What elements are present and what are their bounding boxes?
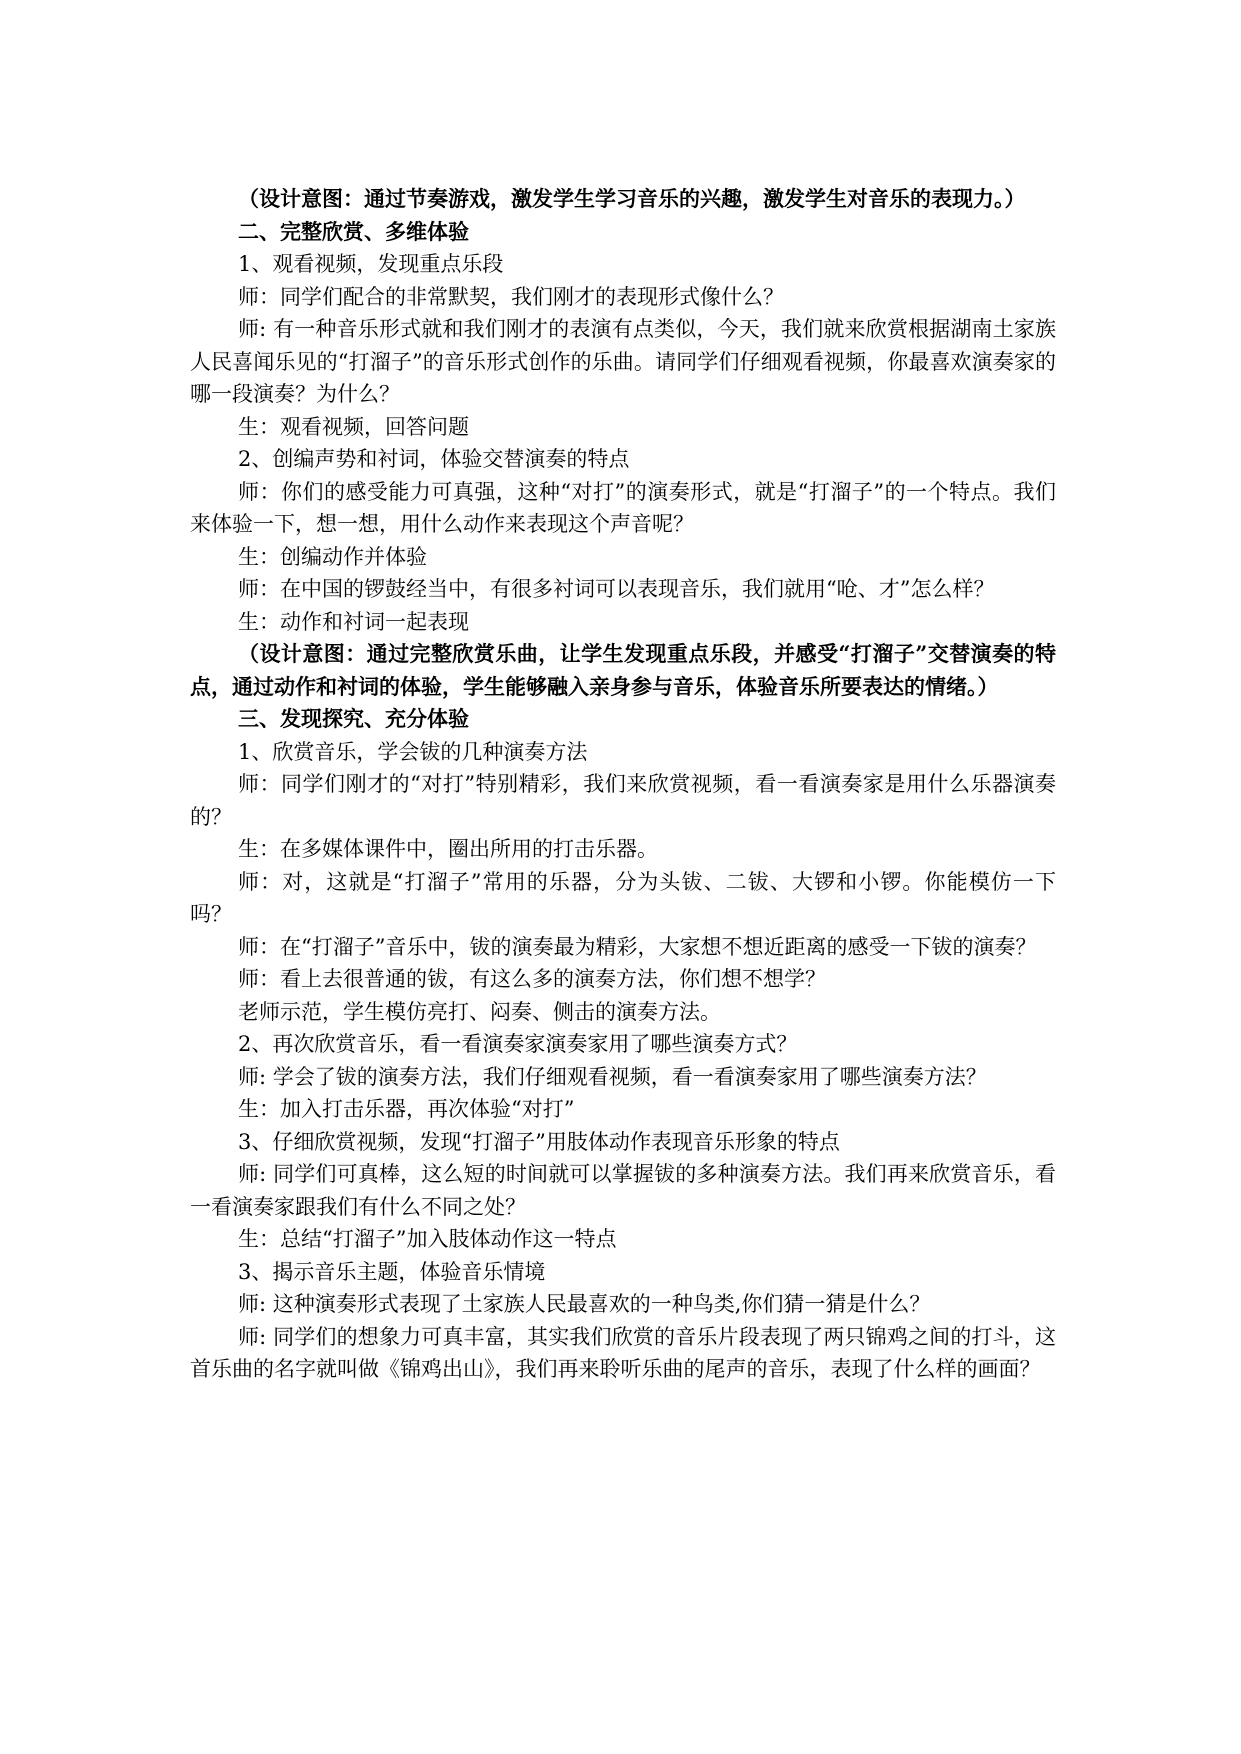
teacher-line: 师：对，这就是“打溜子”常用的乐器，分为头钹、二钹、大锣和小锣。你能模仿一下吗？ [190,869,1056,926]
teacher-line: 师：在中国的锣鼓经当中，有很多衬词可以表现音乐，我们就用“呛、才”怎么样？ [238,577,995,601]
design-intent-paragraph-1: （设计意图：通过节奏游戏，激发学生学习音乐的兴趣，激发学生对音乐的表现力。） [238,186,1026,211]
demonstration-line: 老师示范，学生模仿亮打、闷奏、侧击的演奏方法。 [238,999,721,1024]
step-heading-3-3: 3、仔细欣赏视频，发现“打溜子”用肢体动作表现音乐形象的特点 [238,1129,840,1154]
step-heading-2-1: 1、观看视频，发现重点乐段 [238,252,504,276]
section-heading-2: 二、完整欣赏、多维体验 [238,218,469,244]
teacher-line: 师：同学们刚才的“对打”特别精彩，我们来欣赏视频，看一看演奏家是用什么乐器演奏的？ [190,772,1056,829]
student-line: 生：观看视频，回答问题 [238,414,469,439]
student-line: 生：创编动作并体验 [238,544,427,569]
teacher-line: 师: 学会了钹的演奏方法，我们仔细观看视频，看一看演奏家用了哪些演奏方法？ [238,1064,987,1089]
step-heading-2-2: 2、创编声势和衬词，体验交替演奏的特点 [238,447,630,471]
teacher-line: 师：同学们配合的非常默契，我们刚才的表现形式像什么？ [238,284,784,309]
document-body [190,183,1056,1386]
student-line: 生：动作和衬词一起表现 [238,609,469,634]
teacher-line: 师: 有一种音乐形式就和我们刚才的表演有点类似，今天，我们就来欣赏根据湖南土家族人民喜闻乐见的“打溜子”的音乐形式创作的乐曲。请同学们仔细观看视频，你最喜欢演奏家的哪一段演奏？为什么？ [190,317,1056,406]
teacher-line: 师: 这种演奏形式表现了土家族人民最喜欢的一种鸟类,你们猜一猜是什么？ [238,1292,931,1316]
section-heading-3: 三、发现探究、充分体验 [238,706,469,731]
step-heading-3-3b: 3、揭示音乐主题，体验音乐情境 [238,1259,546,1284]
teacher-line: 师: 同学们可真棒，这么短的时间就可以掌握钹的多种演奏方法。我们再来欣赏音乐，看一看演奏家跟我们有什么不同之处？ [190,1162,1056,1219]
step-heading-3-2: 2、再次欣赏音乐，看一看演奏家演奏家用了哪些演奏方式？ [238,1032,798,1056]
student-line: 生：总结“打溜子”加入肢体动作这一特点 [238,1227,617,1251]
teacher-line: 师：看上去很普通的钹，有这么多的演奏方法，你们想不想学？ [238,967,826,991]
teacher-line: 师：在“打溜子”音乐中，钹的演奏最为精彩，大家想不想近距离的感受一下钹的演奏？ [238,934,1037,959]
student-line: 生：在多媒体课件中，圈出所用的打击乐器。 [238,837,658,861]
step-heading-3-1: 1、欣赏音乐，学会钹的几种演奏方法 [238,739,588,764]
teacher-line: 师：你们的感受能力可真强，这种“对打”的演奏形式，就是“打溜子”的一个特点。我们来体验一下，想一想，用什么动作来表现这个声音呢？ [190,479,1056,536]
student-line: 生：加入打击乐器，再次体验“对打” [238,1097,575,1121]
teacher-line: 师: 同学们的想象力可真丰富，其实我们欣赏的音乐片段表现了两只锦鸡之间的打斗，这首乐曲的名字就叫做《锦鸡出山》，我们再来聆听乐曲的尾声的音乐，表现了什么样的画面？ [190,1324,1056,1381]
design-intent-paragraph-2: （设计意图：通过完整欣赏乐曲，让学生发现重点乐段，并感受“打溜子”交替演奏的特点，通过动作和衬词的体验，学生能够融入亲身参与音乐，体验音乐所要表达的情绪。） [190,641,1056,699]
